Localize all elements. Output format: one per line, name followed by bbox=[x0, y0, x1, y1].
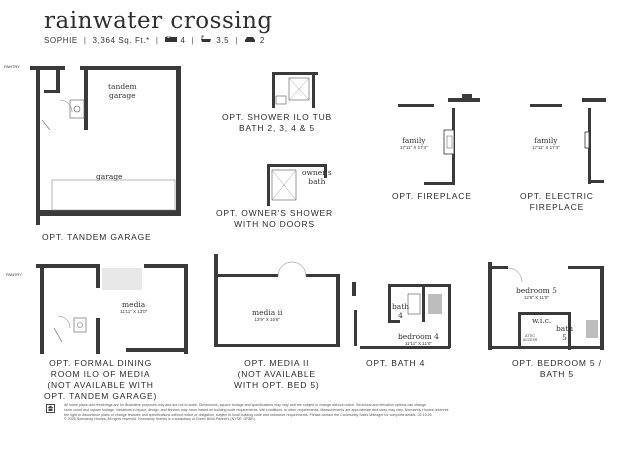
caption-shower-line1: OPT. SHOWER ILO TUB bbox=[222, 112, 332, 122]
caption-owners-line2: WITH NO DOORS bbox=[234, 219, 315, 229]
plan-beds: 4 bbox=[180, 35, 186, 45]
room-bath4-num: 4 bbox=[398, 311, 403, 320]
caption-formal-line4: OPT. TANDEM GARAGE) bbox=[44, 391, 158, 401]
caption-shower-line2: BATH 2, 3, 4 & 5 bbox=[239, 123, 315, 133]
room-bedroom4-dims: 11'11" X 11'0" bbox=[405, 341, 432, 346]
caption-media2-line1: OPT. MEDIA II bbox=[244, 358, 310, 368]
plan-baths: 3.5 bbox=[216, 35, 230, 45]
plan-name: SOPHIE bbox=[44, 35, 78, 45]
shower-tub-plan bbox=[262, 70, 322, 110]
room-family: family bbox=[402, 136, 426, 145]
room-bedroom5: bedroom 5 bbox=[516, 286, 557, 295]
caption-formal-line3: (NOT AVAILABLE WITH bbox=[47, 380, 154, 390]
room-media: media bbox=[122, 300, 146, 309]
plan-garage: 2 bbox=[259, 35, 265, 45]
caption-fireplace: OPT. FIREPLACE bbox=[392, 191, 472, 201]
bed-icon bbox=[165, 36, 177, 45]
room-bedroom4: bedroom 4 bbox=[398, 332, 439, 341]
community-title: rainwater crossing bbox=[44, 8, 273, 34]
room-bath5: bath bbox=[556, 324, 574, 333]
caption-media2-line2: (NOT AVAILABLE bbox=[237, 369, 316, 379]
legal-disclaimer: All home plans and renderings are for illustrative purposes only and are not to scale. Dimensions, square footage and specifications may vary and are subject to change without notice. Structural and elevation options can change room count and square footage. Variations in layout, design, and finishes may occur based on building code requirements, site conditions, or other requirements. Measurements are approximate and sizes may vary. Normandy Homes reserves the right to discontinue plans or change features and specifications without notice or obligation, subject to local building code and ordinance requirements. Please contact the Community Sales Manager for complete details. 02.15.26 © 2026 Normandy Homes. All rights reserved. Normandy Homes is a subsidiary of Green Brick Partners (NYSE: GRBK). bbox=[64, 403, 449, 422]
room-wic: w.i.c. bbox=[532, 316, 552, 325]
room-media-ii: media ii bbox=[252, 308, 283, 317]
equal-housing-icon bbox=[46, 404, 55, 413]
room-bedroom5-dims: 12'6" X 11'0" bbox=[523, 295, 550, 300]
formal-dining-plan bbox=[36, 260, 192, 356]
pantry-label-2: PANTRY bbox=[6, 272, 22, 277]
car-icon bbox=[244, 36, 256, 45]
bath-icon bbox=[200, 35, 212, 45]
room-owners: owner's bbox=[302, 168, 332, 177]
caption-formal-line1: OPT. FORMAL DINING bbox=[49, 358, 152, 368]
room-media-dims: 11'11" X 13'0" bbox=[120, 309, 148, 314]
room-garage: garage bbox=[96, 172, 123, 181]
pantry-label: PANTRY bbox=[4, 64, 20, 69]
caption-media2-line3: WITH OPT. BED 5) bbox=[234, 380, 320, 390]
media2-plan bbox=[214, 250, 344, 350]
caption-formal-line2: ROOM ILO OF MEDIA bbox=[50, 369, 151, 379]
caption-electric-line1: OPT. ELECTRIC bbox=[520, 191, 594, 201]
room-family-2: family bbox=[534, 136, 558, 145]
caption-owners-line1: OPT. OWNER'S SHOWER bbox=[216, 208, 333, 218]
room-family-2-dims: 17'11" X 17'4" bbox=[532, 145, 560, 150]
room-tandem: tandem bbox=[108, 82, 137, 91]
plan-sqft: 3,364 Sq. Ft.* bbox=[92, 35, 150, 45]
bedroom5-plan bbox=[488, 258, 608, 354]
plan-specs: SOPHIE | 3,364 Sq. Ft.* | 4 | 3.5 | 2 bbox=[44, 35, 265, 45]
caption-bedroom5-line2: BATH 5 bbox=[539, 369, 574, 379]
room-tandem-garage: garage bbox=[109, 91, 136, 100]
room-media-ii-dims: 13'9" X 15'6" bbox=[254, 317, 280, 322]
caption-electric-line2: FIREPLACE bbox=[529, 202, 585, 212]
attic-access-label: ATTIC ACCESS bbox=[522, 334, 538, 342]
caption-bedroom5-line1: OPT. BEDROOM 5 / bbox=[512, 358, 602, 368]
caption-bath4: OPT. BATH 4 bbox=[366, 358, 426, 368]
room-owners-bath: bath bbox=[308, 177, 326, 186]
room-bath5-num: 5 bbox=[562, 333, 567, 342]
room-bath4: bath bbox=[392, 302, 410, 311]
room-family-dims: 17'11" X 17'4" bbox=[400, 145, 428, 150]
caption-tandem-garage: OPT. TANDEM GARAGE bbox=[42, 232, 152, 242]
